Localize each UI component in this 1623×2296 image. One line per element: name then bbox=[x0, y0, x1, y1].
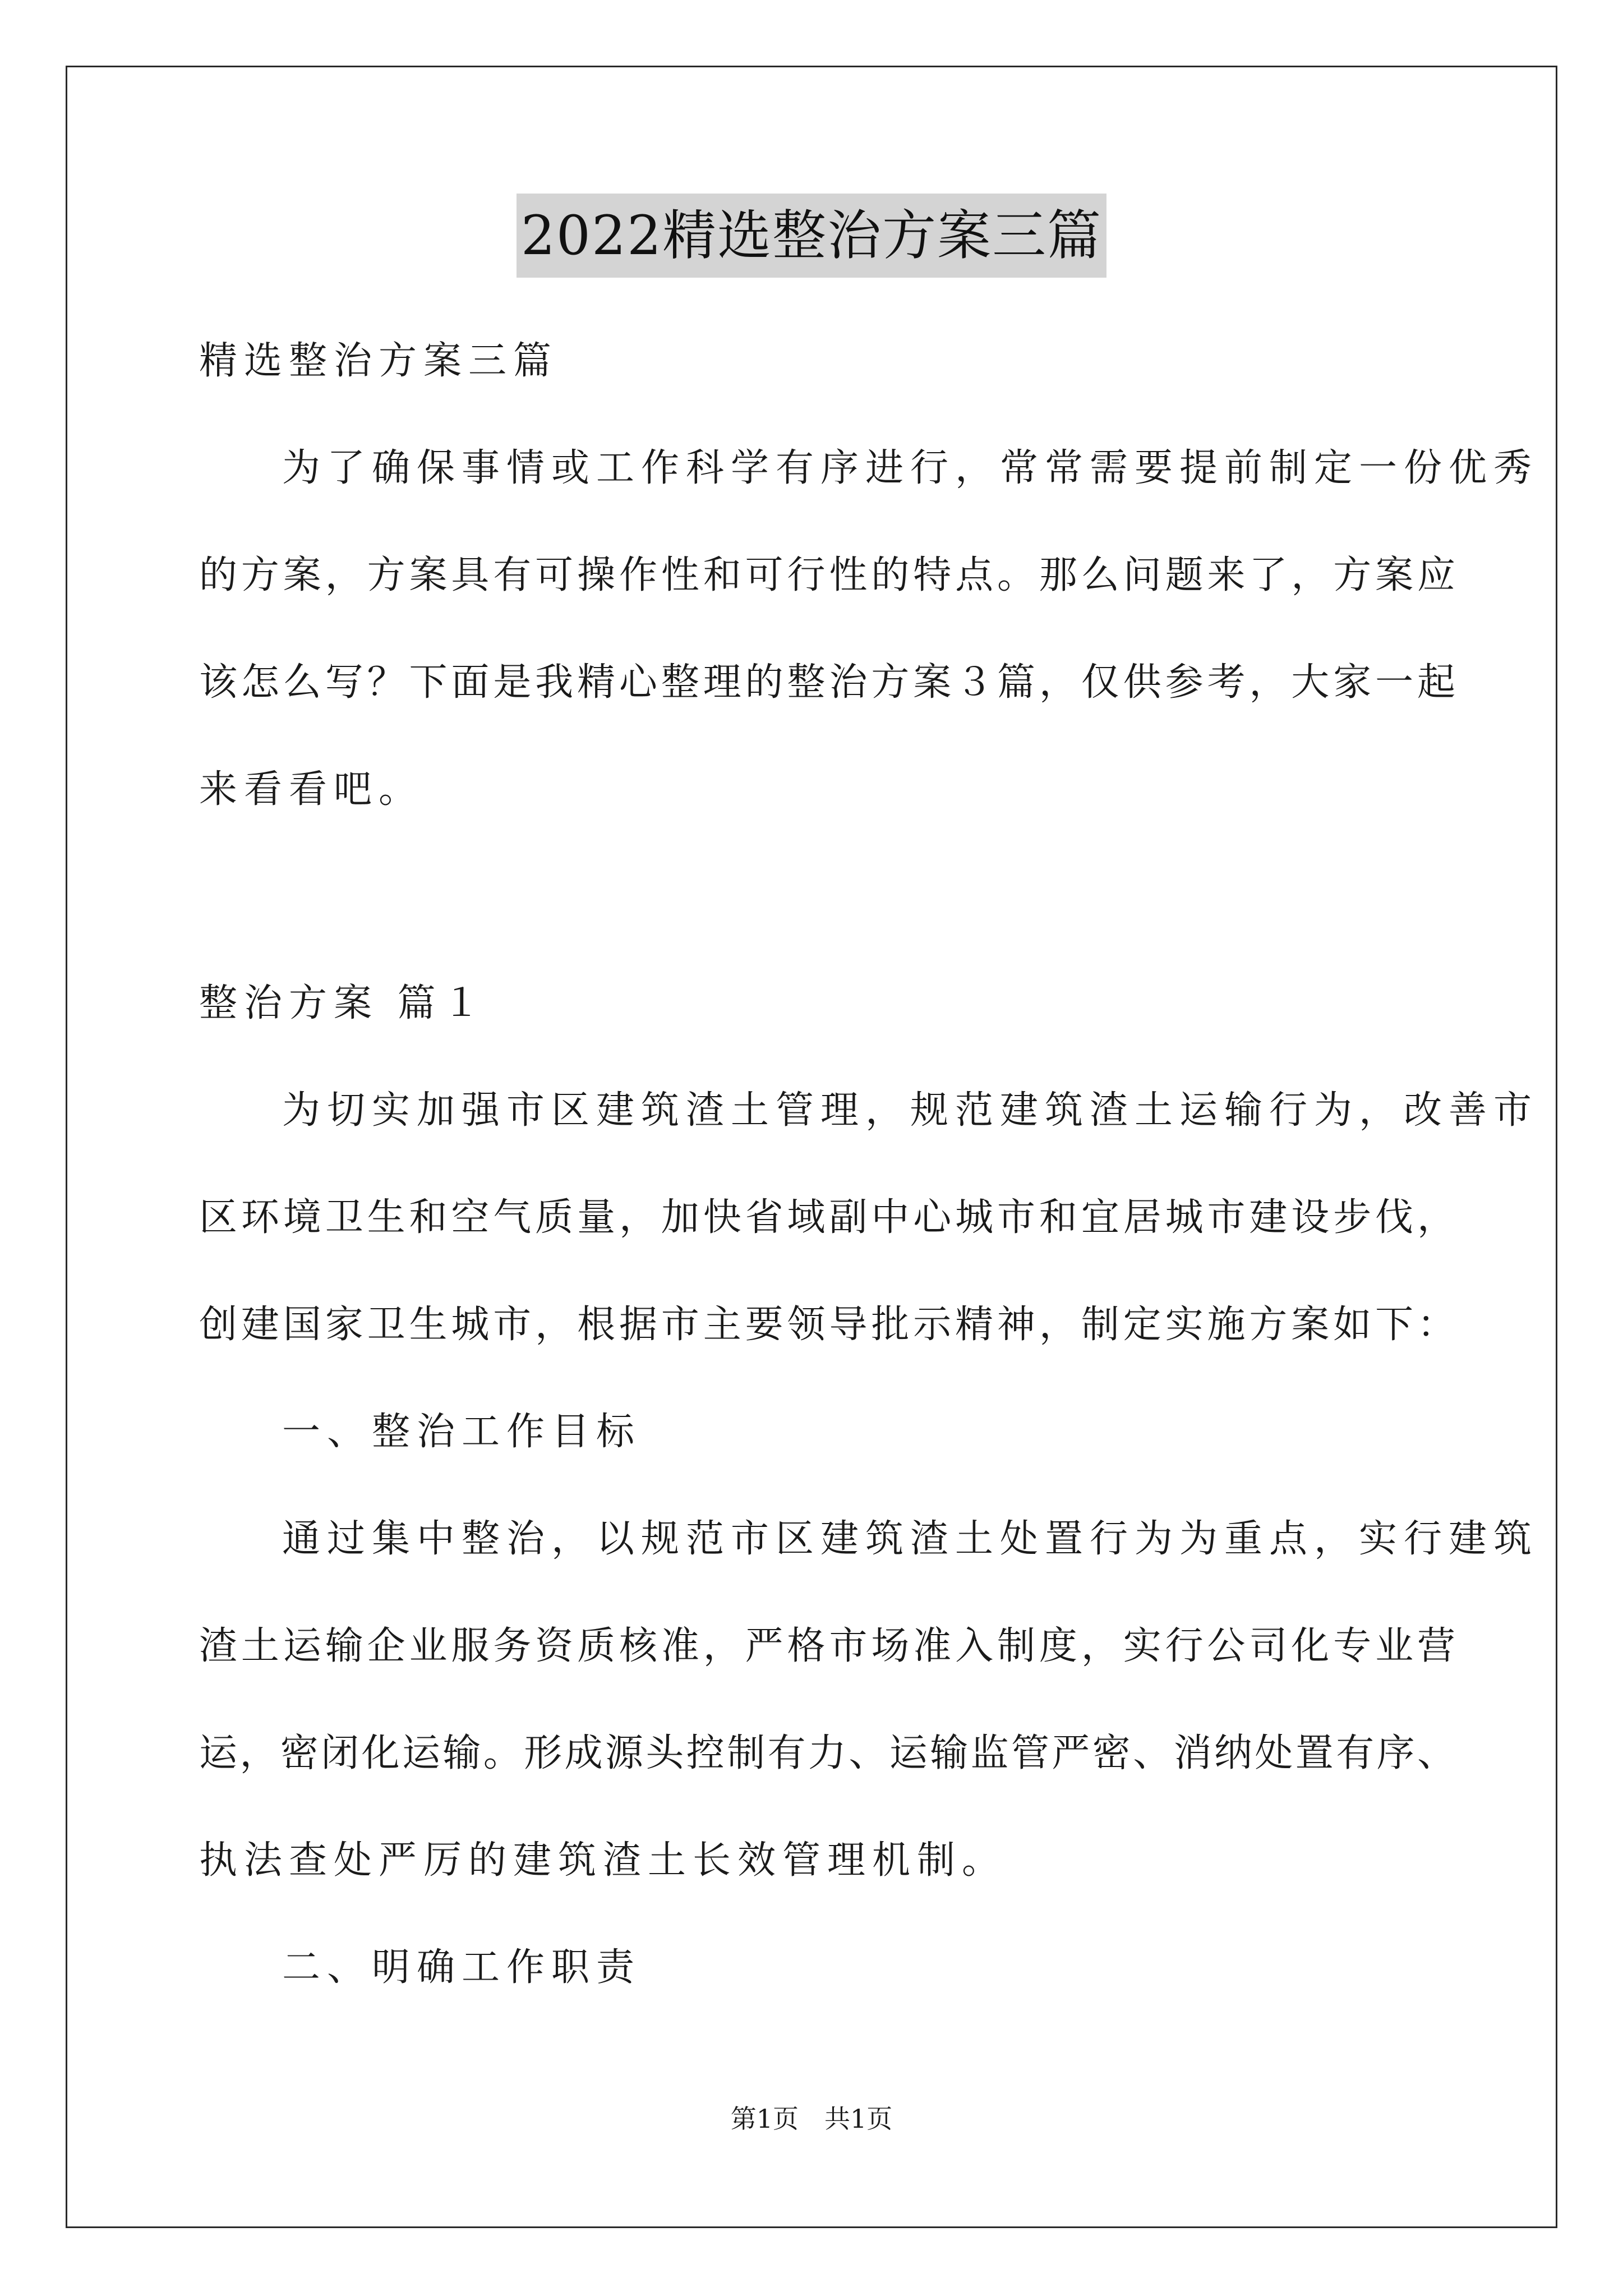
page-number-footer: 第1页 共1页 bbox=[730, 2104, 893, 2134]
paragraph-1-line-2: 区环境卫生和空气质量，加快省域副中心城市和宜居城市建设步伐， bbox=[199, 1195, 1455, 1240]
paragraph-1-line-1: 为切实加强市区建筑渣土管理，规范建筑渣土运输行为，改善市 bbox=[282, 1088, 1539, 1133]
title-container bbox=[0, 194, 1623, 278]
paragraph-2-line-1: 通过集中整治，以规范市区建筑渣土处置行为为重点，实行建筑 bbox=[282, 1517, 1539, 1561]
intro-line-2: 的方案，方案具有可操作性和可行性的特点。那么问题来了，方案应 bbox=[199, 553, 1455, 597]
heading-work-duties: 二、明确工作职责 bbox=[282, 1945, 642, 1990]
paragraph-2-line-3: 运，密闭化运输。形成源头控制有力、运输监管严密、消纳处置有序、 bbox=[199, 1731, 1455, 1775]
document-title: 2022精选整治方案三篇 bbox=[517, 194, 1106, 278]
intro-line-3: 该怎么写？下面是我精心整理的整治方案３篇，仅供参考，大家一起 bbox=[199, 660, 1455, 705]
paragraph-1-line-3: 创建国家卫生城市，根据市主要领导批示精神，制定实施方案如下： bbox=[199, 1303, 1455, 1347]
document-body bbox=[199, 307, 1539, 2021]
heading-work-goals: 一、整治工作目标 bbox=[282, 1410, 642, 1454]
section-heading: 整治方案 篇１ bbox=[199, 981, 487, 1025]
intro-line-4: 来看看吧。 bbox=[199, 767, 424, 812]
document-subtitle: 精选整治方案三篇 bbox=[199, 339, 559, 383]
intro-line-1: 为了确保事情或工作科学有序进行，常常需要提前制定一份优秀 bbox=[282, 446, 1539, 490]
paragraph-2-line-4: 执法查处严厉的建筑渣土长效管理机制。 bbox=[199, 1838, 1007, 1883]
paragraph-2-line-2: 渣土运输企业服务资质核准，严格市场准入制度，实行公司化专业营 bbox=[199, 1624, 1455, 1668]
